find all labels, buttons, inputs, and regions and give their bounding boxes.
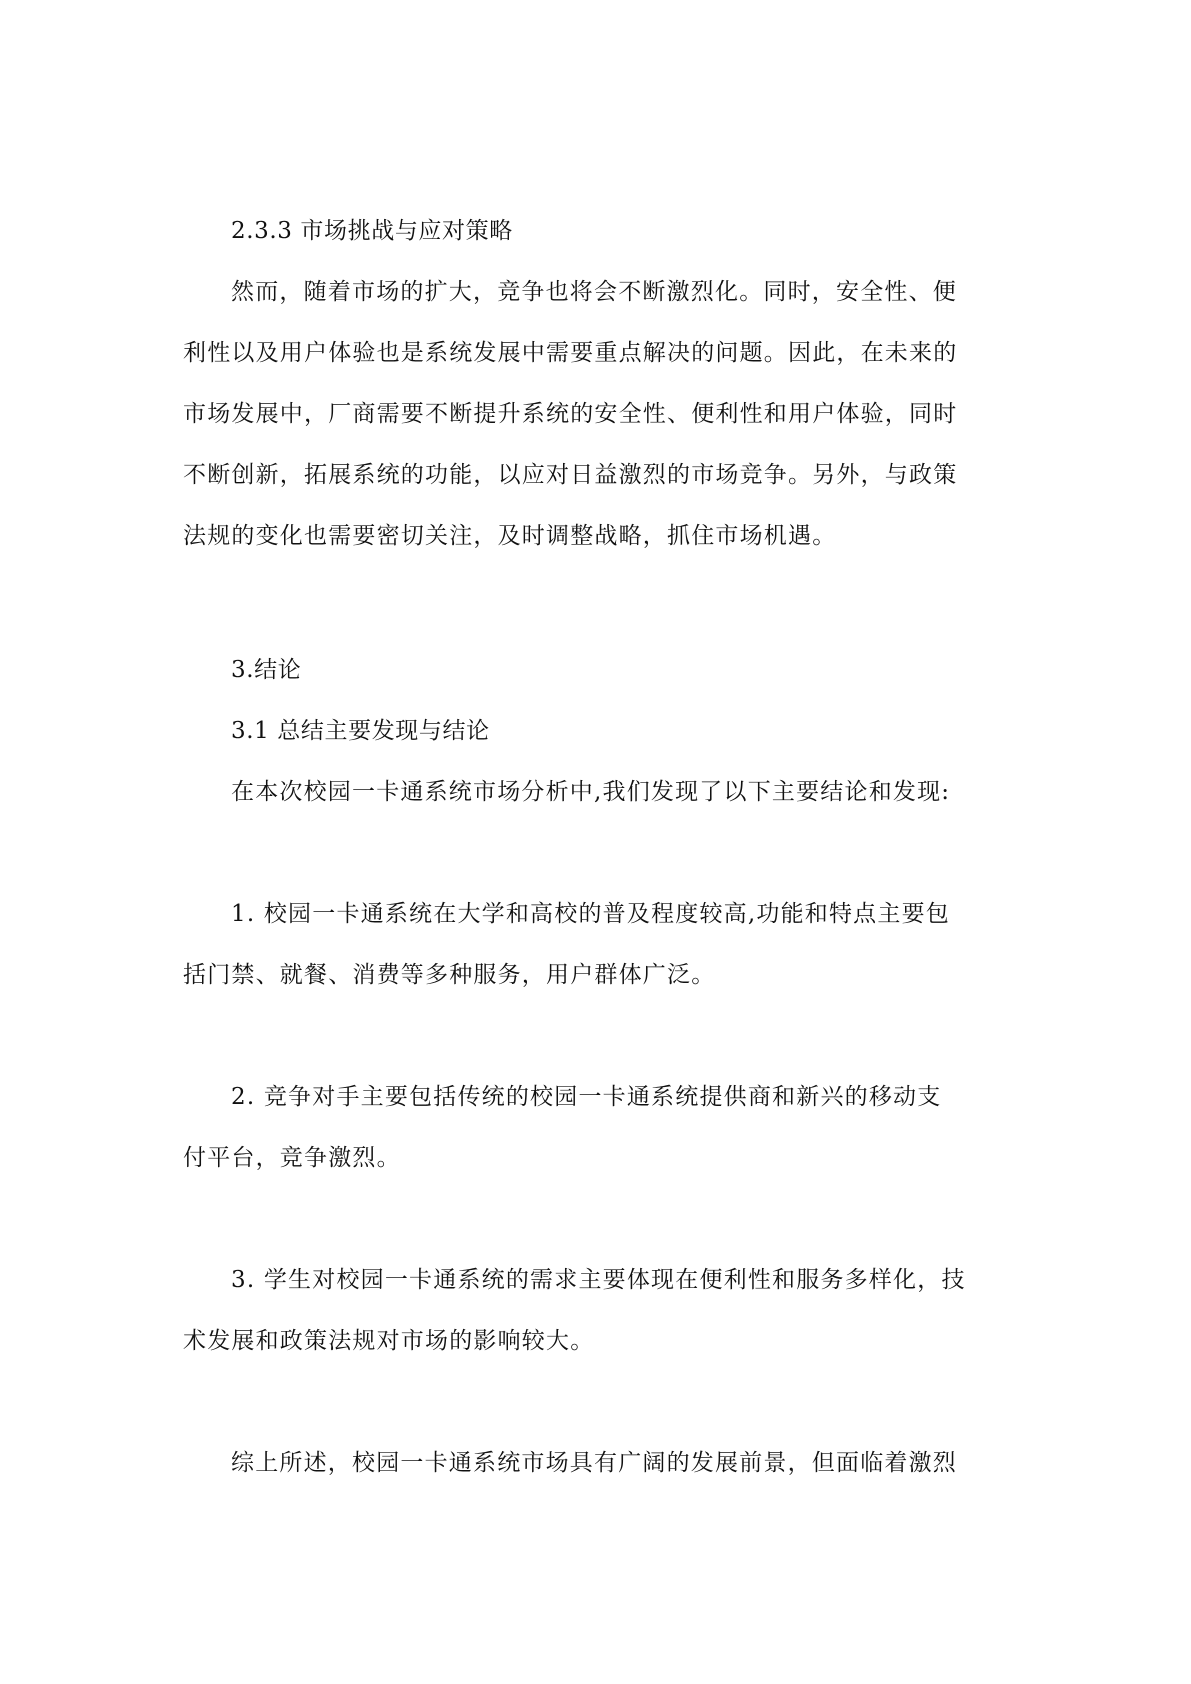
paragraph-line: 利性以及用户体验也是系统发展中需要重点解决的问题。因此，在未来的 [183,340,958,366]
intro-line: 在本次校园一卡通系统市场分析中,我们发现了以下主要结论和发现: [231,779,951,805]
finding-1-line: 1. 校园一卡通系统在大学和高校的普及程度较高,功能和特点主要包 [231,901,950,927]
finding-2-line: 2. 竞争对手主要包括传统的校园一卡通系统提供商和新兴的移动支 [231,1084,942,1110]
finding-2-line: 付平台，竞争激烈。 [183,1145,401,1171]
paragraph-line: 市场发展中，厂商需要不断提升系统的安全性、便利性和用户体验，同时 [183,401,958,427]
finding-3-line: 3. 学生对校园一卡通系统的需求主要体现在便利性和服务多样化，技 [231,1267,966,1293]
section-3-heading: 3.结论 [231,657,302,683]
paragraph-line: 然而，随着市场的扩大，竞争也将会不断激烈化。同时，安全性、便 [231,279,957,305]
summary-line: 综上所述，校园一卡通系统市场具有广阔的发展前景，但面临着激烈 [231,1450,957,1476]
section-2-3-3-heading: 2.3.3 市场挑战与应对策略 [231,218,513,244]
paragraph-line: 不断创新，拓展系统的功能，以应对日益激烈的市场竞争。另外，与政策 [183,462,958,488]
finding-3-line: 术发展和政策法规对市场的影响较大。 [183,1328,595,1354]
finding-1-line: 括门禁、就餐、消费等多种服务，用户群体广泛。 [183,962,716,988]
paragraph-line: 法规的变化也需要密切关注，及时调整战略，抓住市场机遇。 [183,523,837,549]
section-3-1-heading: 3.1 总结主要发现与结论 [231,718,490,744]
